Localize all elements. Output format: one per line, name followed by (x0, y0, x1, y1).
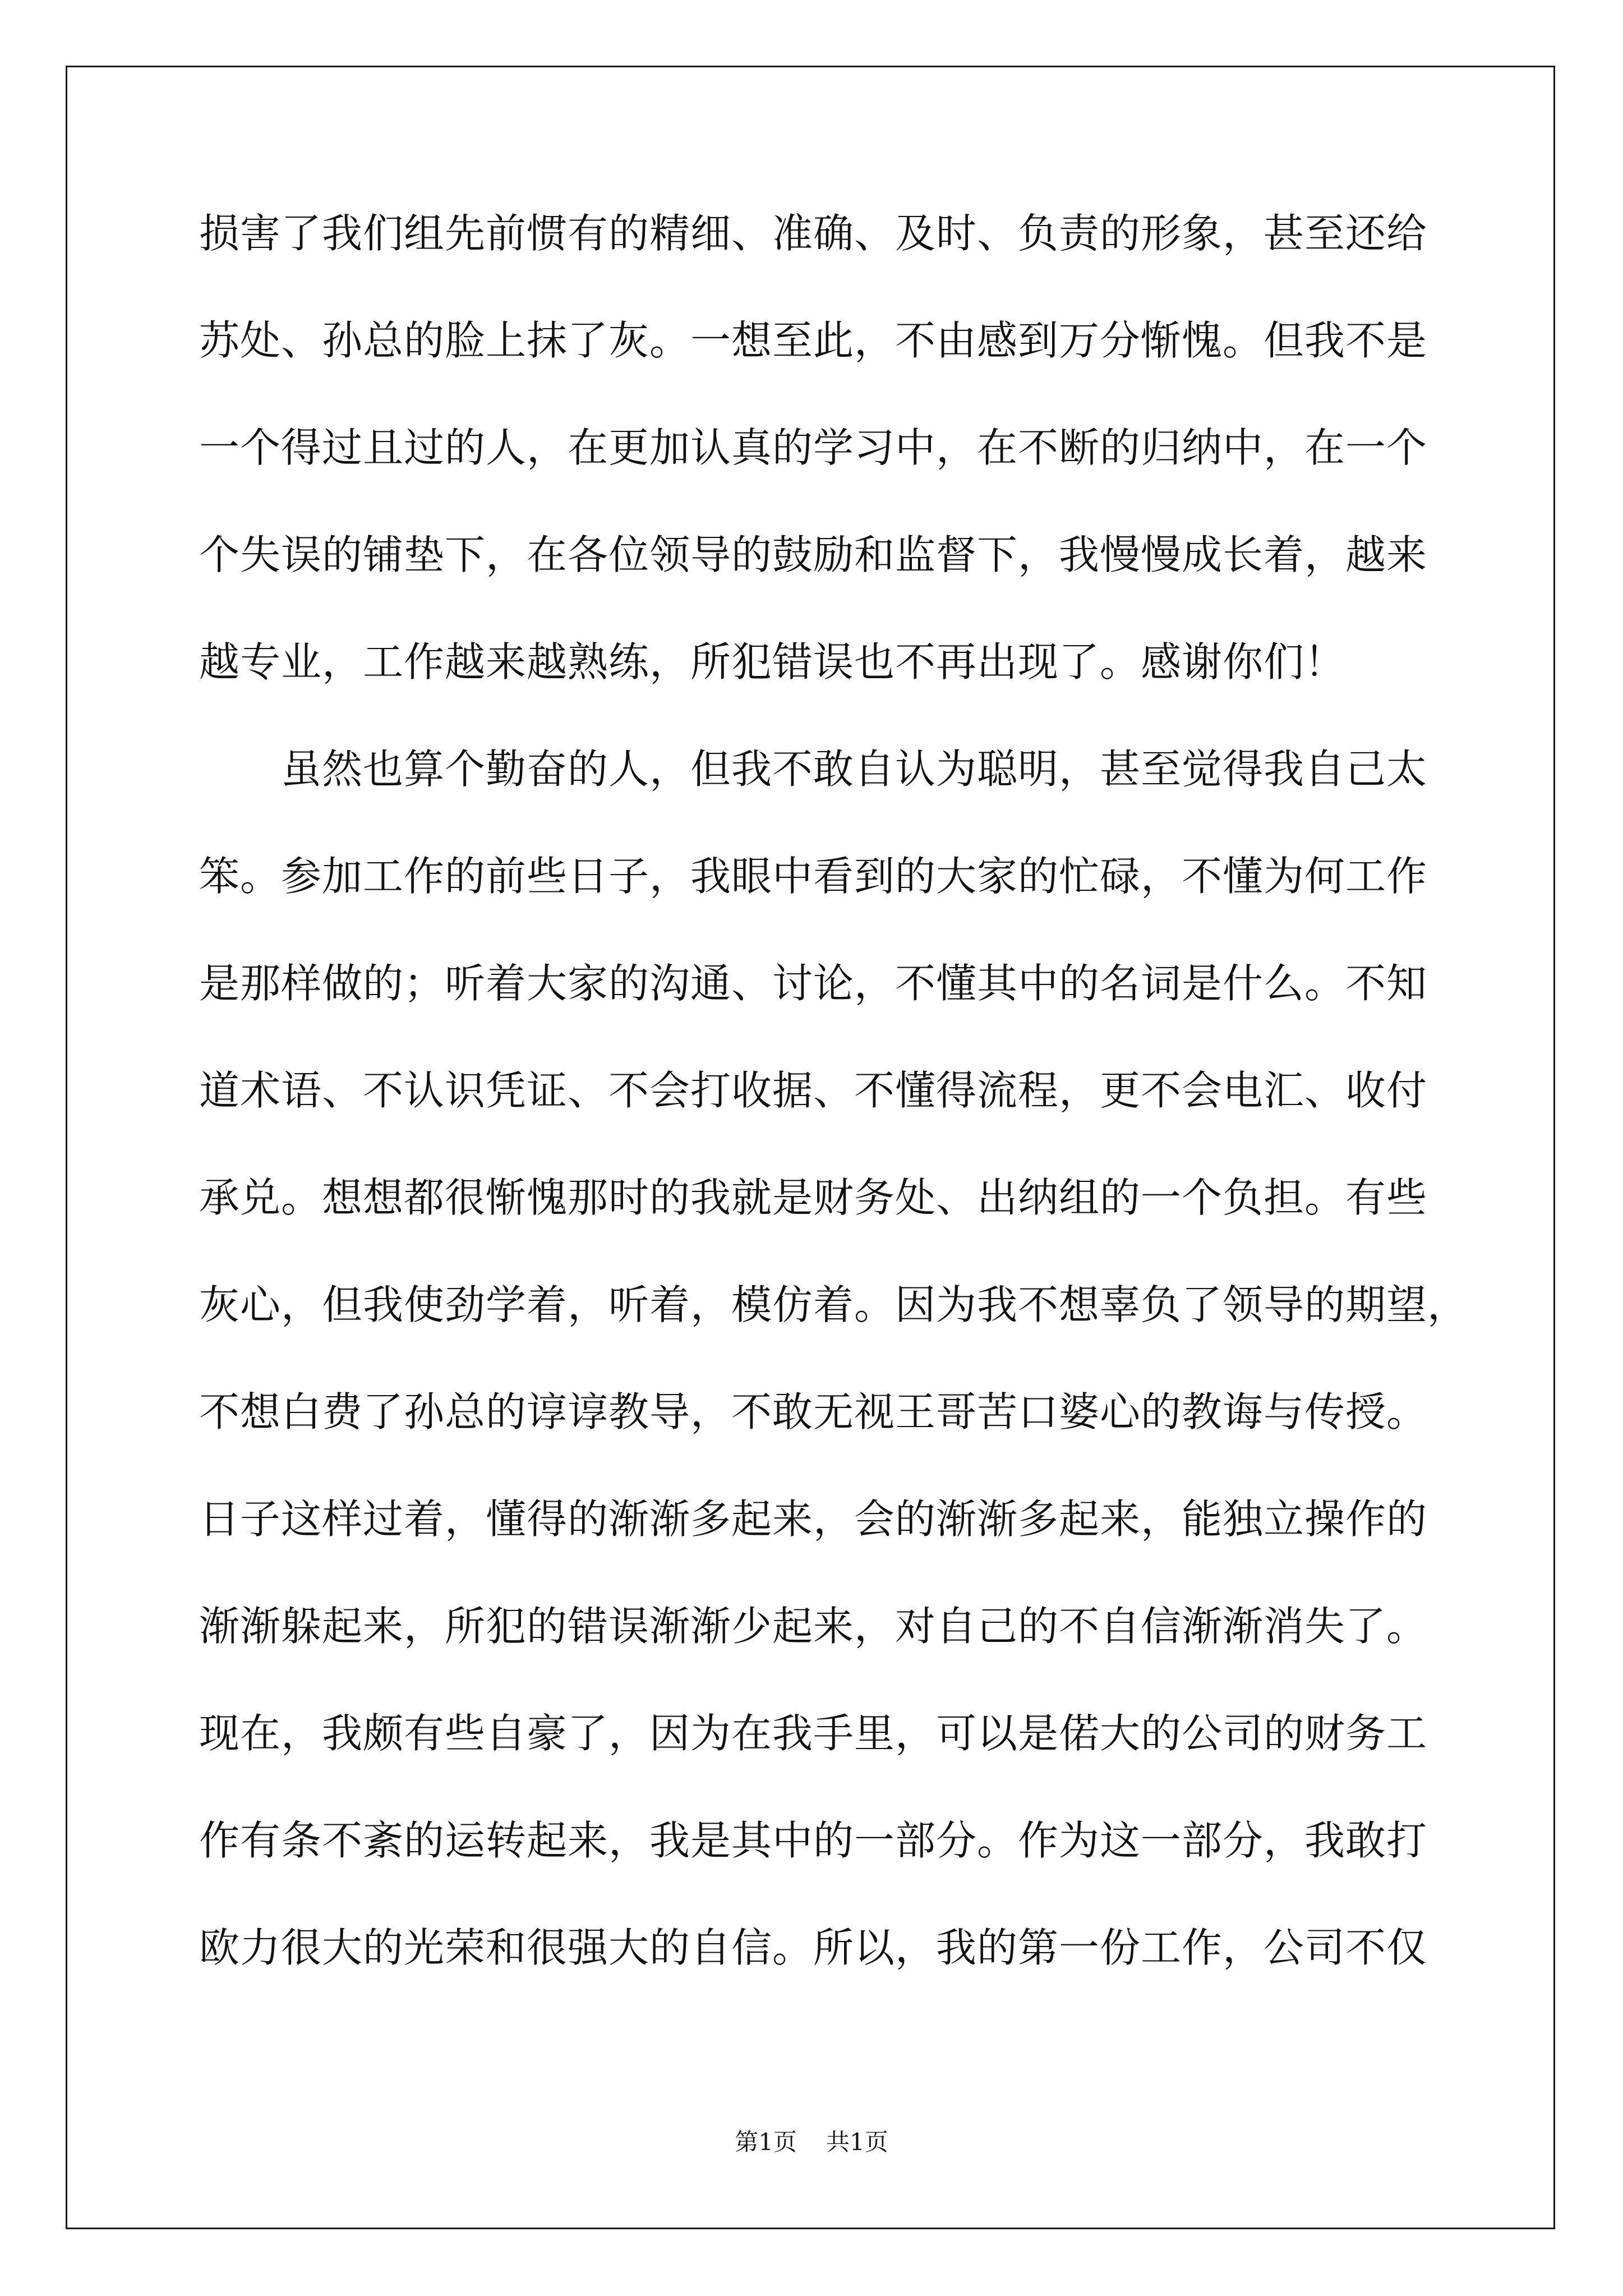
text-line: 损害了我们组先前惯有的精细、准确、及时、负责的形象，甚至还给 (199, 210, 1428, 257)
text-line: 越专业，工作越来越熟练，所犯错误也不再出现了。感谢你们！ (199, 638, 1346, 685)
text-line: 道术语、不认识凭证、不会打收据、不懂得流程，更不会电汇、收付 (199, 1067, 1428, 1114)
text-line: 笨。参加工作的前些日子，我眼中看到的大家的忙碌，不懂为何工作 (199, 853, 1428, 900)
text-line: 苏处、孙总的脸上抹了灰。一想至此，不由感到万分惭愧。但我不是 (199, 317, 1428, 364)
text-line: 欧力很大的光荣和很强大的自信。所以，我的第一份工作，公司不仅 (199, 1924, 1428, 1971)
text-line: 渐渐躲起来，所犯的错误渐渐少起来，对自己的不自信渐渐消失了。 (199, 1603, 1428, 1650)
page-number-total: 共1页 (826, 2128, 888, 2156)
page-footer (0, 2128, 1623, 2156)
text-line: 个失误的铺垫下，在各位领导的鼓励和监督下，我慢慢成长着，越来 (199, 531, 1428, 578)
text-line: 日子这样过着，懂得的渐渐多起来，会的渐渐多起来，能独立操作的 (199, 1496, 1428, 1543)
text-line: 一个得过且过的人，在更加认真的学习中，在不断的归纳中，在一个 (199, 424, 1428, 471)
text-line: 承兑。想想都很惭愧那时的我就是财务处、出纳组的一个负担。有些 (199, 1174, 1428, 1221)
page-number-current: 第1页 (735, 2128, 797, 2156)
text-line: 不想白费了孙总的谆谆教导，不敢无视王哥苦口婆心的教诲与传授。 (199, 1388, 1428, 1435)
text-line: 作有条不紊的运转起来，我是其中的一部分。作为这一部分，我敢打 (199, 1817, 1428, 1864)
text-line: 虽然也算个勤奋的人，但我不敢自认为聪明，甚至觉得我自己太 (199, 746, 1428, 793)
text-line: 灰心，但我使劲学着，听着，模仿着。因为我不想辜负了领导的期望， (199, 1281, 1469, 1328)
text-line: 现在，我颇有些自豪了，因为在我手里，可以是偌大的公司的财务工 (199, 1710, 1428, 1757)
text-line: 是那样做的；听着大家的沟通、讨论，不懂其中的名词是什么。不知 (199, 960, 1428, 1007)
document-body (199, 210, 1469, 2035)
